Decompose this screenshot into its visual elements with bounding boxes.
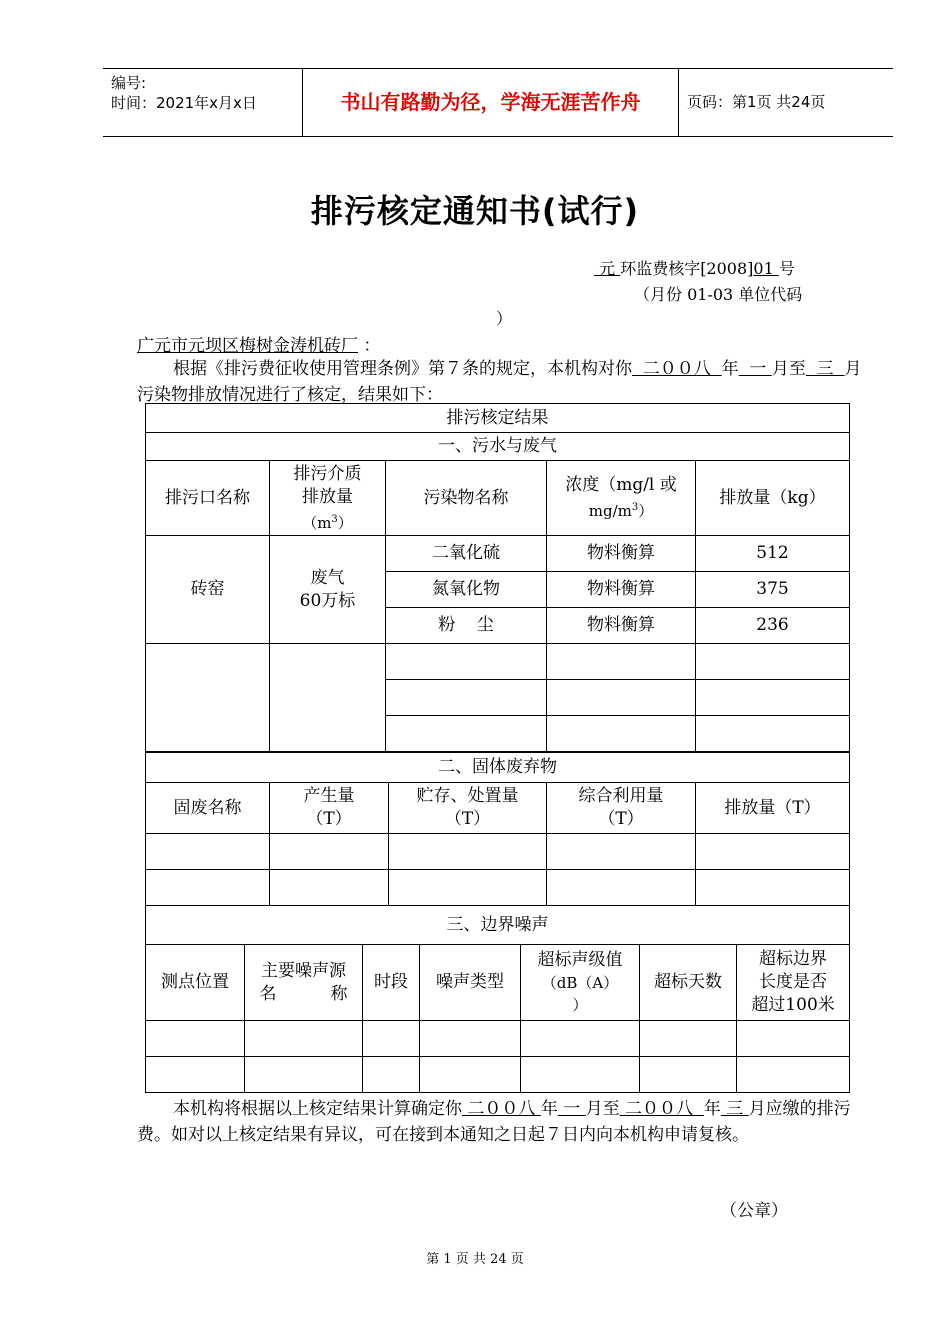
header-noise-source: 主要噪声源 名 称 (245, 945, 363, 1021)
closing-text: 年 (703, 1099, 721, 1119)
intro-month-end: 三 (805, 359, 845, 379)
header-amount-kg: 排放量（kg） (696, 461, 850, 536)
reference-period-line: （月份 01-03 单位代码 (634, 285, 803, 304)
empty-cell (547, 644, 696, 680)
pollutant-amount: 236 (696, 608, 850, 644)
header-medium-unit: $(m^3)$ (302, 513, 353, 532)
empty-cell (363, 1057, 420, 1093)
closing-text: 月应缴的排污费。如对以上核定结果有异议，可在接到本通知之日起７日内向本机构申请复核。 (137, 1099, 851, 1145)
pollutant-concentration: 物料衡算 (547, 536, 696, 572)
empty-cell (547, 680, 696, 716)
closing-text: 年 (540, 1099, 558, 1119)
header-concentration (547, 461, 696, 536)
section-water-gas: 一、污水与废气 (146, 433, 850, 461)
page-footer: 第 1 页 共 24 页 (426, 1252, 524, 1267)
empty-cell (386, 716, 547, 752)
reference-suffix: 号 (778, 259, 795, 278)
closing-year-start: 二００八 (462, 1099, 541, 1119)
header-medium (270, 461, 386, 536)
empty-cell (270, 644, 386, 752)
header-concentration-unit: $mg/m^3$） (588, 502, 654, 520)
recipient-suffix: ： (358, 336, 381, 356)
empty-cell (696, 870, 850, 906)
header-measure-point: 测点位置 (146, 945, 245, 1021)
document-time-label: 时间：2021年x月x日 (111, 94, 257, 112)
header-concentration-line: 浓度（mg/l 或 (565, 475, 677, 495)
document-title: 排污核定通知书(试行) (310, 192, 640, 230)
intro-text: 月污染物排放情况进行了核定，结果如下： (137, 359, 862, 405)
empty-cell (521, 1057, 640, 1093)
closing-text: 本机构将根据以上核定结果计算确定你 (173, 1099, 462, 1119)
empty-cell (386, 644, 547, 680)
empty-cell (547, 870, 696, 906)
intro-month-start: 一 (738, 359, 772, 379)
pollutant-name: 粉 尘 (386, 608, 547, 644)
result-table-solid-waste (145, 752, 850, 906)
empty-cell (696, 680, 850, 716)
empty-cell (270, 870, 389, 906)
section-solid-waste: 二、固体废弃物 (146, 753, 850, 783)
header-meta (111, 73, 257, 113)
official-seal-label: （公章） (720, 1201, 788, 1221)
closing-month-end: 三 (720, 1099, 749, 1119)
medium-type: 废气 (310, 567, 345, 588)
closing-year-end: 二００八 (619, 1099, 704, 1119)
empty-cell (245, 1021, 363, 1057)
reference-number (594, 256, 795, 279)
empty-cell (389, 834, 547, 870)
reference-code: 环监费核字[2008] (620, 259, 754, 278)
header-medium-line: 排污介质 (293, 463, 362, 484)
empty-cell (146, 1021, 245, 1057)
header-boundary-length: 超标边界 长度是否 超过100米 (737, 945, 850, 1021)
empty-cell (146, 834, 270, 870)
pollutant-concentration: 物料衡算 (547, 572, 696, 608)
header-pollutant: 污染物名称 (386, 461, 547, 536)
table-title: 排污核定结果 (146, 404, 850, 433)
recipient-line (137, 331, 380, 356)
outlet-name: 砖窑 (146, 536, 270, 644)
header-utilized: 综合利用量 （T） (547, 783, 696, 834)
pollutant-name: 二氧化硫 (386, 536, 547, 572)
pollutant-amount: 512 (696, 536, 850, 572)
header-medium-line: 排放量 (302, 486, 353, 507)
intro-text: 根据《排污费征收使用管理条例》第７条的规定，本机构对你 (173, 359, 632, 379)
intro-year: 二００八 (632, 359, 722, 379)
empty-cell (696, 644, 850, 680)
header-outlet: 排污口名称 (146, 461, 270, 536)
section-noise: 三、边界噪声 (146, 906, 850, 945)
empty-cell (389, 870, 547, 906)
empty-cell (640, 1057, 737, 1093)
empty-cell (386, 680, 547, 716)
result-table-water-gas (145, 403, 850, 752)
reference-close-paren: ） (496, 309, 513, 328)
pollutant-name: 氮氧化物 (386, 572, 547, 608)
closing-text: 月至 (585, 1099, 620, 1119)
empty-cell (245, 1057, 363, 1093)
empty-cell (696, 716, 850, 752)
empty-cell (270, 834, 389, 870)
intro-text: 年 (721, 359, 739, 379)
medium-volume: 60万标 (299, 590, 356, 611)
header-stored: 贮存、处置量 （T） (389, 783, 547, 834)
closing-paragraph (137, 1096, 872, 1148)
recipient-name: 广元市元坝区梅树金涛机砖厂 (137, 336, 358, 356)
empty-cell (363, 1021, 420, 1057)
intro-paragraph (137, 356, 872, 408)
header-motto: 书山有路勤为径，学海无涯苦作舟 (340, 90, 641, 114)
result-table-noise (145, 905, 850, 1093)
empty-cell (420, 1057, 521, 1093)
header-waste-name: 固废名称 (146, 783, 270, 834)
empty-cell (146, 644, 270, 752)
empty-cell (420, 1021, 521, 1057)
page-header (103, 68, 893, 137)
empty-cell (146, 1057, 245, 1093)
reference-serial: 01 (753, 259, 779, 278)
header-db-value: 超标声级值 （dB（A） ） (521, 945, 640, 1021)
empty-cell (640, 1021, 737, 1057)
intro-text: 月至 (771, 359, 806, 379)
empty-cell (737, 1057, 850, 1093)
empty-cell (521, 1021, 640, 1057)
closing-month-start: 一 (557, 1099, 586, 1119)
empty-cell (696, 834, 850, 870)
pollutant-concentration: 物料衡算 (547, 608, 696, 644)
empty-cell (547, 834, 696, 870)
document-number-label: 编号: (111, 74, 147, 92)
empty-cell (737, 1021, 850, 1057)
header-period: 时段 (363, 945, 420, 1021)
header-discharged: 排放量（T） (696, 783, 850, 834)
header-page-code: 页码：第1页 共24页 (687, 93, 826, 111)
medium-amount (270, 536, 386, 644)
pollutant-amount: 375 (696, 572, 850, 608)
empty-cell (146, 870, 270, 906)
header-exceed-days: 超标天数 (640, 945, 737, 1021)
header-generated: 产生量 （T） (270, 783, 389, 834)
header-divider (678, 69, 679, 136)
reference-prefix: 元 (594, 259, 621, 278)
empty-cell (547, 716, 696, 752)
header-noise-type: 噪声类型 (420, 945, 521, 1021)
